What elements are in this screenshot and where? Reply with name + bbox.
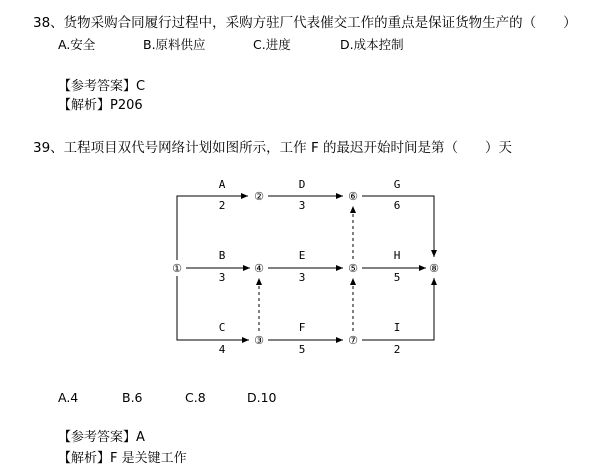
- node-6: ⑥: [348, 190, 358, 203]
- activity-h-name: H: [393, 249, 401, 262]
- activity-d-duration: 3: [298, 199, 306, 212]
- node-1: ①: [172, 262, 182, 275]
- activity-i-duration: 2: [393, 343, 401, 356]
- activity-f-duration: 5: [298, 343, 306, 356]
- activity-a-name: A: [218, 178, 226, 191]
- node-4: ④: [254, 262, 264, 275]
- q38-option-c: C.进度: [253, 37, 291, 52]
- q38-option-a: A.安全: [58, 37, 96, 52]
- q38-option-d: D.成本控制: [340, 37, 404, 52]
- activity-d-name: D: [298, 178, 306, 191]
- activity-g-duration: 6: [393, 199, 401, 212]
- q39-stem: 39、工程项目双代号网络计划如图所示，工作 F 的最迟开始时间是第（ ）天: [33, 140, 513, 156]
- q38-analysis: 【解析】P206: [58, 98, 143, 113]
- activity-g-name: G: [393, 178, 401, 191]
- activity-c-name: C: [218, 321, 226, 334]
- activity-b-duration: 3: [218, 271, 226, 284]
- arrow-1-2: [177, 196, 248, 260]
- node-2: ②: [254, 190, 264, 203]
- activity-b-name: B: [218, 249, 226, 262]
- node-7: ⑦: [348, 334, 358, 347]
- node-5: ⑤: [348, 262, 358, 275]
- q39-option-b: B.6: [122, 390, 143, 405]
- activity-e-duration: 3: [298, 271, 306, 284]
- q39-option-c: C.8: [185, 390, 206, 405]
- q39-analysis: 【解析】F 是关键工作: [58, 451, 187, 466]
- activity-c-duration: 4: [218, 343, 226, 356]
- q39-option-d: D.10: [247, 390, 277, 405]
- q38-option-b: B.原料供应: [143, 37, 206, 52]
- q39-option-a: A.4: [58, 390, 79, 405]
- node-8: ⑧: [429, 262, 439, 275]
- q38-stem: 38、货物采购合同履行过程中，采购方驻厂代表催交工作的重点是保证货物生产的（ ）: [33, 15, 577, 31]
- q38-answer: 【参考答案】C: [58, 79, 146, 94]
- arrow-1-3: [177, 276, 249, 340]
- activity-i-name: I: [393, 321, 401, 334]
- q39-answer: 【参考答案】A: [58, 430, 145, 445]
- activity-a-duration: 2: [218, 199, 226, 212]
- activity-f-name: F: [298, 321, 306, 334]
- activity-h-duration: 5: [393, 271, 401, 284]
- activity-e-name: E: [298, 249, 306, 262]
- node-3: ③: [254, 334, 264, 347]
